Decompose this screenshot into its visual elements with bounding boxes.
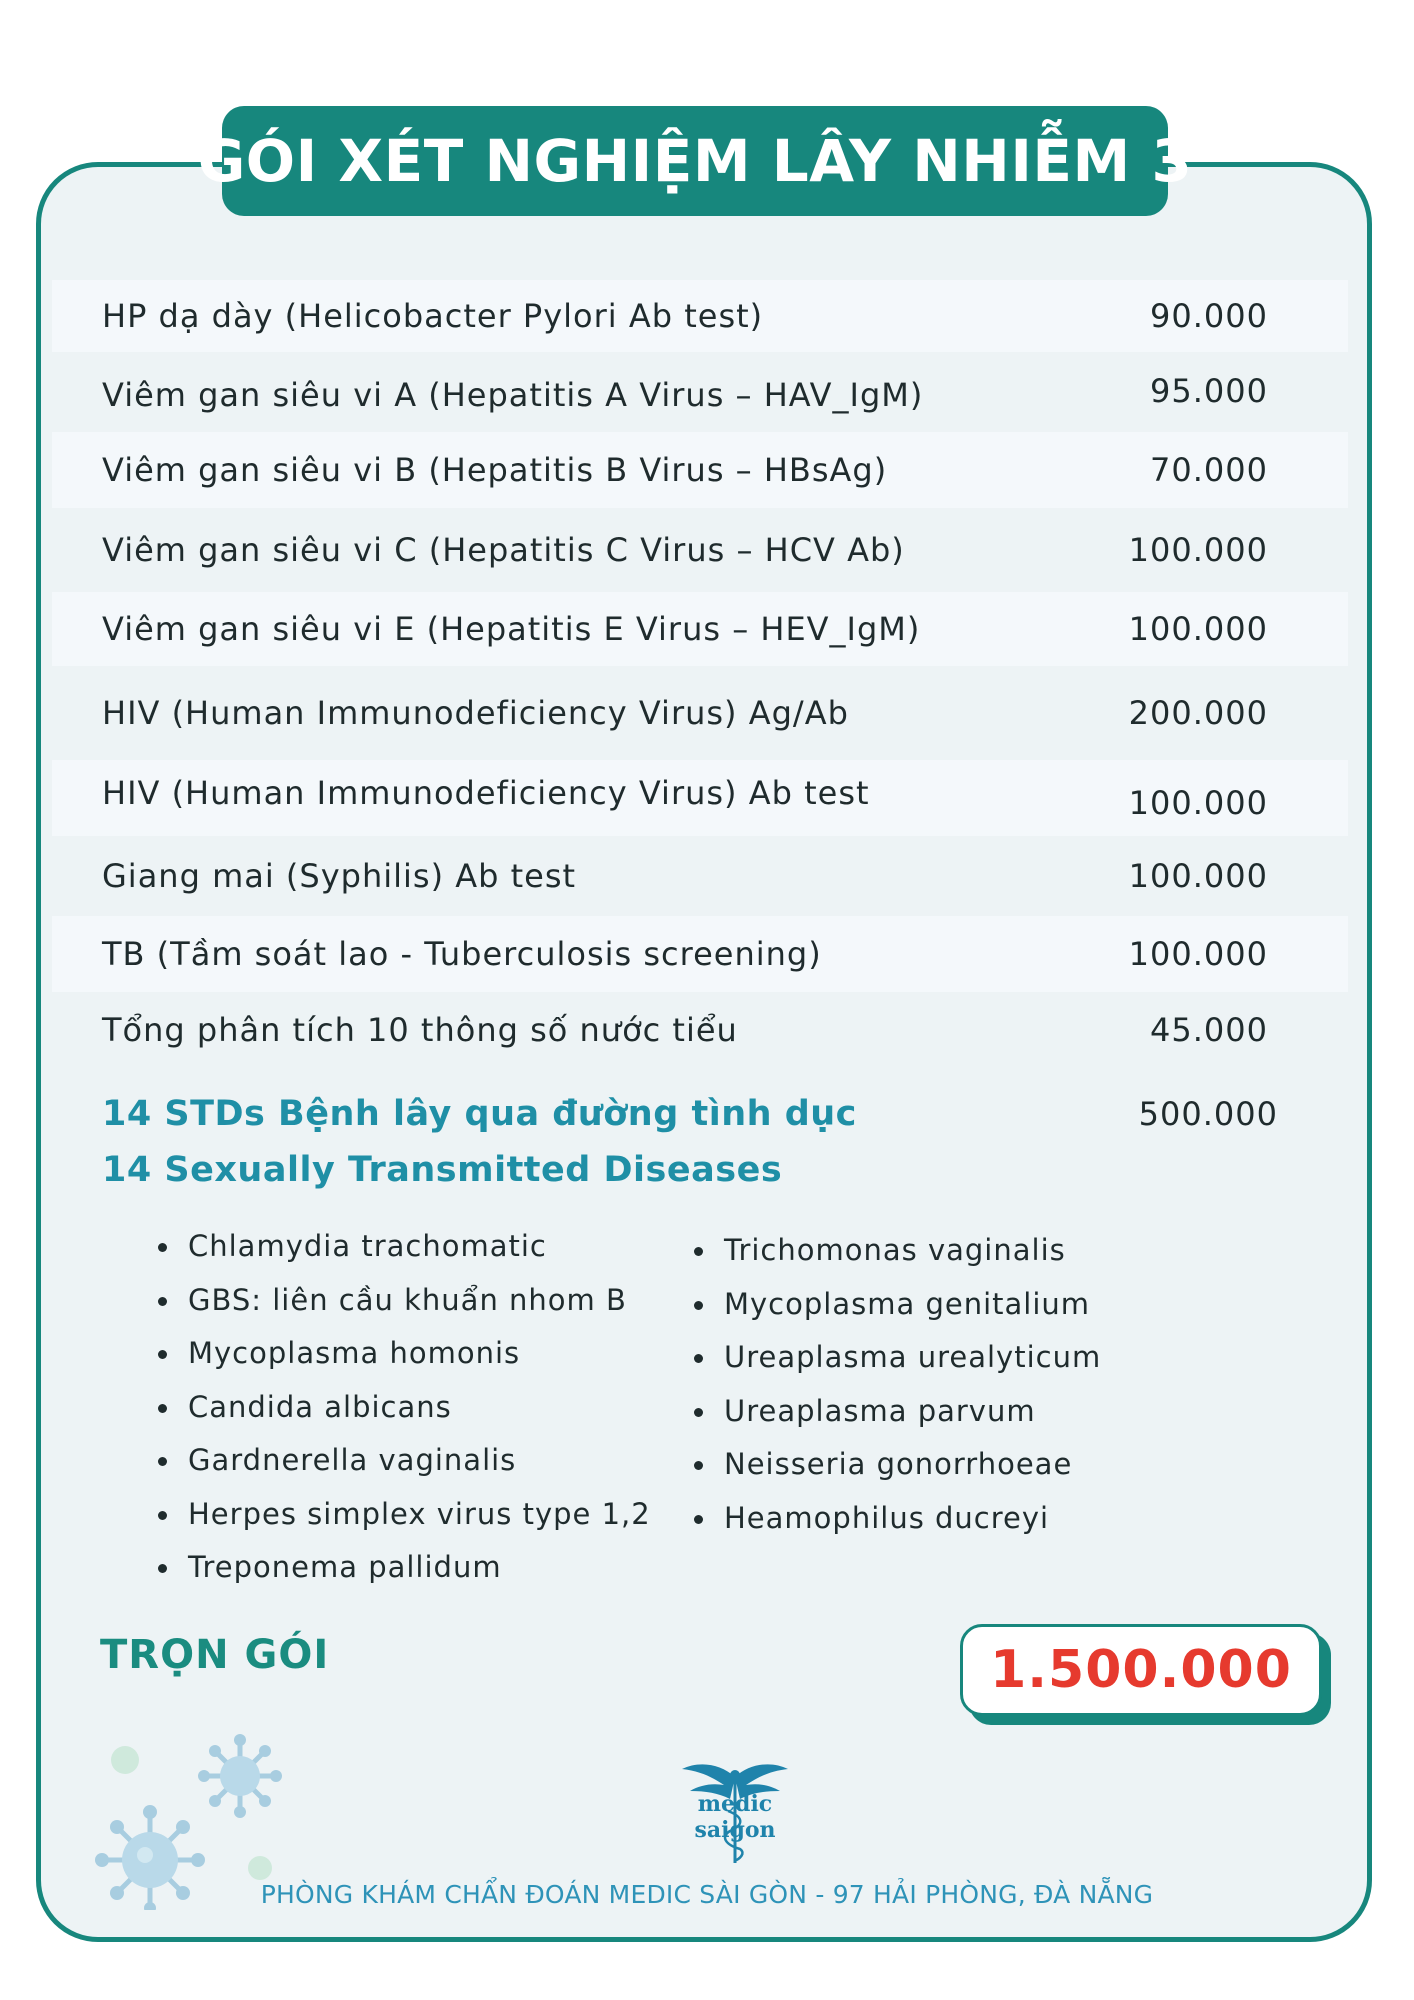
test-row-tb <box>52 916 1348 992</box>
test-price: 90.000 <box>1150 297 1268 335</box>
bullet-icon <box>158 1564 167 1573</box>
test-price: 70.000 <box>1150 451 1268 489</box>
test-price: 100.000 <box>1128 935 1268 973</box>
test-name: Tổng phân tích 10 thông số nước tiểu <box>102 1011 738 1049</box>
test-row-hbv <box>52 432 1348 508</box>
footer-address: PHÒNG KHÁM CHẨN ĐOÁN MEDIC SÀI GÒN - 97 HẢI PHÒNG, ĐÀ NẴNG <box>260 1880 1154 1909</box>
bullet-icon <box>694 1301 703 1310</box>
test-price: 100.000 <box>1128 784 1268 822</box>
list-item: Neisseria gonorrhoeae <box>694 1438 1101 1492</box>
package-price-box <box>960 1624 1322 1716</box>
bullet-icon <box>158 1350 167 1359</box>
bullet-icon <box>158 1297 167 1306</box>
bullet-icon <box>694 1461 703 1470</box>
std-list-left <box>158 1220 651 1595</box>
test-price: 200.000 <box>1128 694 1268 732</box>
package-price: 1.500.000 <box>990 1640 1292 1700</box>
list-item: Chlamydia trachomatic <box>158 1220 651 1274</box>
list-item: Herpes simplex virus type 1,2 <box>158 1488 651 1542</box>
list-item: Gardnerella vaginalis <box>158 1434 651 1488</box>
test-row-hev <box>52 592 1348 666</box>
test-name: Viêm gan siêu vi A (Hepatitis A Virus – HAV_IgM) <box>102 376 924 414</box>
package-title: GÓI XÉT NGHIỆM LÂY NHIỄM 3 <box>222 106 1168 216</box>
test-price: 95.000 <box>1150 372 1268 410</box>
std-group-price: 500.000 <box>1138 1095 1278 1133</box>
list-item: GBS: liên cầu khuẩn nhom B <box>158 1274 651 1328</box>
test-name: Viêm gan siêu vi B (Hepatitis B Virus – HBsAg) <box>102 451 888 489</box>
test-row-hav <box>52 352 1348 432</box>
test-name: Viêm gan siêu vi E (Hepatitis E Virus – HEV_IgM) <box>102 610 921 648</box>
test-price: 100.000 <box>1128 610 1268 648</box>
test-name: HP dạ dày (Helicobacter Pylori Ab test) <box>102 297 764 335</box>
list-item: Trichomonas vaginalis <box>694 1224 1101 1278</box>
list-item: Heamophilus ducreyi <box>694 1492 1101 1546</box>
bullet-icon <box>694 1408 703 1417</box>
test-name: HIV (Human Immunodeficiency Virus) Ag/Ab <box>102 694 849 732</box>
bullet-icon <box>158 1243 167 1252</box>
logo-text: medic saigon <box>694 1791 776 1843</box>
list-item: Ureaplasma urealyticum <box>694 1331 1101 1385</box>
test-price: 100.000 <box>1128 531 1268 569</box>
test-row-urine <box>52 992 1348 1068</box>
test-name: HIV (Human Immunodeficiency Virus) Ab test <box>102 774 870 812</box>
std-title-en: 14 Sexually Transmitted Diseases <box>102 1150 783 1190</box>
list-item: Mycoplasma genitalium <box>694 1278 1101 1332</box>
test-name: TB (Tầm soát lao - Tuberculosis screening) <box>102 935 822 973</box>
std-title-vi: 14 STDs Bệnh lây qua đường tình dục <box>102 1094 857 1134</box>
medic-saigon-logo <box>660 1755 810 1865</box>
package-label: TRỌN GÓI <box>100 1632 330 1678</box>
test-row-hp <box>52 280 1348 352</box>
bullet-icon <box>694 1515 703 1524</box>
test-price: 45.000 <box>1150 1011 1268 1049</box>
bullet-icon <box>694 1247 703 1256</box>
bullet-icon <box>158 1404 167 1413</box>
test-row-hiv-agab <box>52 666 1348 760</box>
list-item: Ureaplasma parvum <box>694 1385 1101 1439</box>
test-price: 100.000 <box>1128 857 1268 895</box>
std-group-title <box>102 1086 857 1198</box>
bullet-icon <box>158 1511 167 1520</box>
test-row-hiv-ab <box>52 760 1348 836</box>
list-item: Mycoplasma homonis <box>158 1327 651 1381</box>
test-name: Viêm gan siêu vi C (Hepatitis C Virus – HCV Ab) <box>102 531 905 569</box>
bullet-icon <box>158 1457 167 1466</box>
test-row-hcv <box>52 508 1348 592</box>
bullet-icon <box>694 1354 703 1363</box>
std-list-right <box>694 1224 1101 1545</box>
list-item: Candida albicans <box>158 1381 651 1435</box>
test-name: Giang mai (Syphilis) Ab test <box>102 857 577 895</box>
test-row-syphilis <box>52 836 1348 916</box>
list-item: Treponema pallidum <box>158 1541 651 1595</box>
